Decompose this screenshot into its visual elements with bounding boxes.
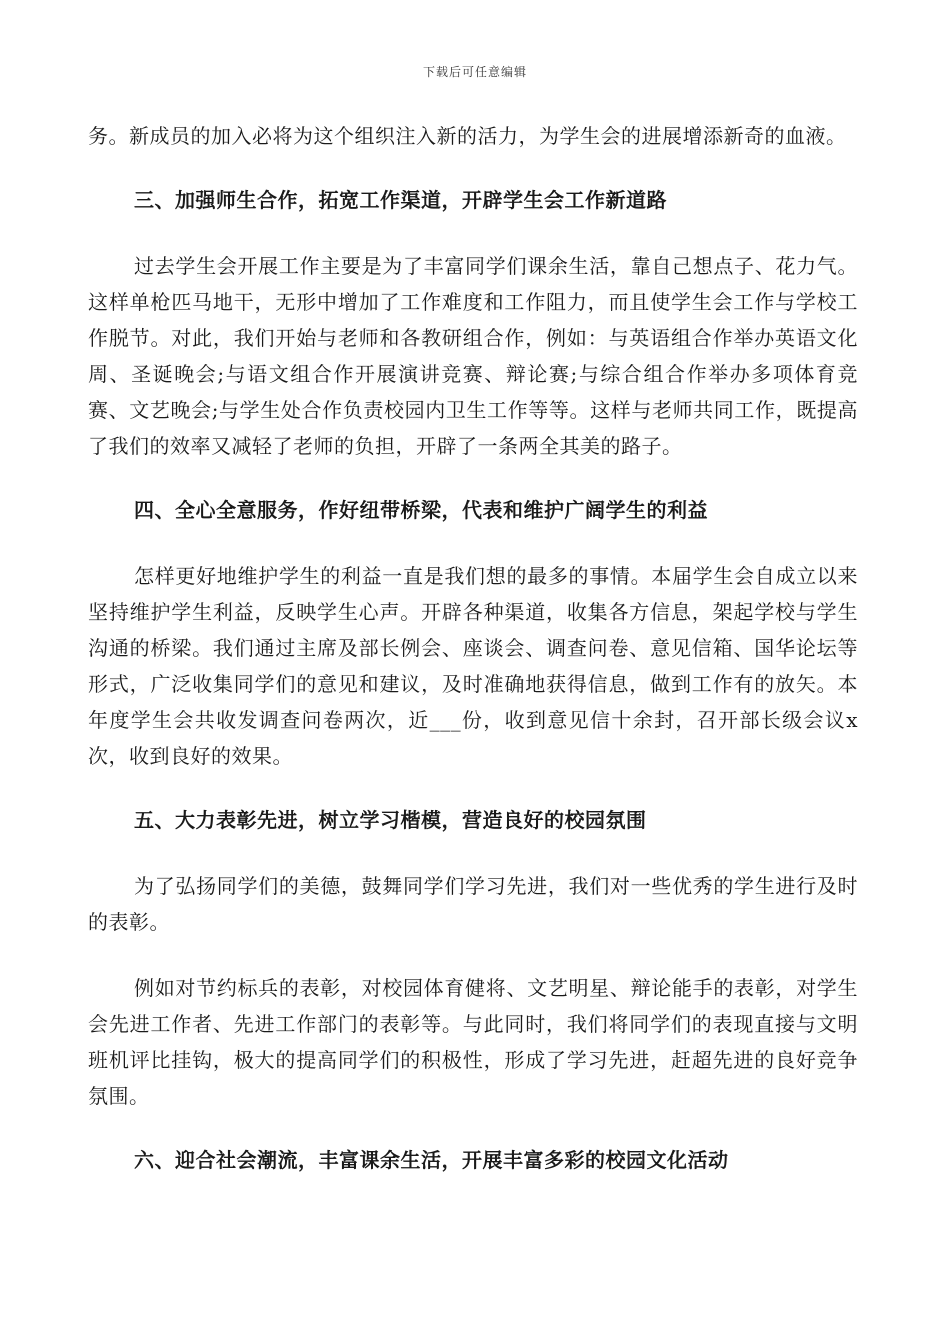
- paragraph-service: 怎样更好地维护学生的利益一直是我们想的最多的事情。本届学生会自成立以来坚持维护学生利益，反映学生心声。开辟各种渠道，收集各方信息，架起学校与学生沟通的桥梁。我们通过主席及部长例会、座谈会、调查问卷、意见信箱、国华论坛等形式，广泛收集同学们的意见和建议，及时准确地获得信息，做到工作有的放矢。本年度学生会共收发调查问卷两次，近___份，收到意见信十余封，召开部长级会议x次，收到良好的效果。: [88, 564, 858, 768]
- section-heading-4: 四、全心全意服务，作好纽带桥梁，代表和维护广阔学生的利益: [134, 498, 708, 522]
- section-heading-5: 五、大力表彰先进，树立学习楷模，营造良好的校园氛围: [134, 808, 647, 832]
- paragraph-examples: 例如对节约标兵的表彰，对校园体育健将、文艺明星、辩论能手的表彰，对学生会先进工作者、先进工作部门的表彰等。与此同时，我们将同学们的表现直接与文明班机评比挂钩，极大的提高同学们的积极性，形成了学习先进，赶超先进的良好竞争氛围。: [88, 976, 858, 1108]
- paragraph-cooperation: 过去学生会开展工作主要是为了丰富同学们课余生活，靠自己想点子、花力气。这样单枪匹马地干，无形中增加了工作难度和工作阻力，而且使学生会工作与学校工作脱节。对此，我们开始与老师和各教研组合作，例如：与英语组合作举办英语文化周、圣诞晚会;与语文组合作开展演讲竞赛、辩论赛;与综合组合作举办多项体育竞赛、文艺晚会;与学生处合作负责校园内卫生工作等等。这样与老师共同工作，既提高了我们的效率又减轻了老师的负担，开辟了一条两全其美的路子。: [88, 254, 858, 458]
- section-heading-3: 三、加强师生合作，拓宽工作渠道，开辟学生会工作新道路: [134, 188, 667, 212]
- document-body: [88, 118, 858, 1178]
- section-heading-6: 六、迎合社会潮流，丰富课余生活，开展丰富多彩的校园文化活动: [134, 1148, 729, 1172]
- paragraph-continuation: 务。新成员的加入必将为这个组织注入新的活力，为学生会的进展增添新奇的血液。: [88, 124, 847, 148]
- paragraph-commendation: 为了弘扬同学们的美德，鼓舞同学们学习先进，我们对一些优秀的学生进行及时的表彰。: [88, 874, 858, 934]
- page-header: 下载后可任意编辑: [422, 65, 527, 79]
